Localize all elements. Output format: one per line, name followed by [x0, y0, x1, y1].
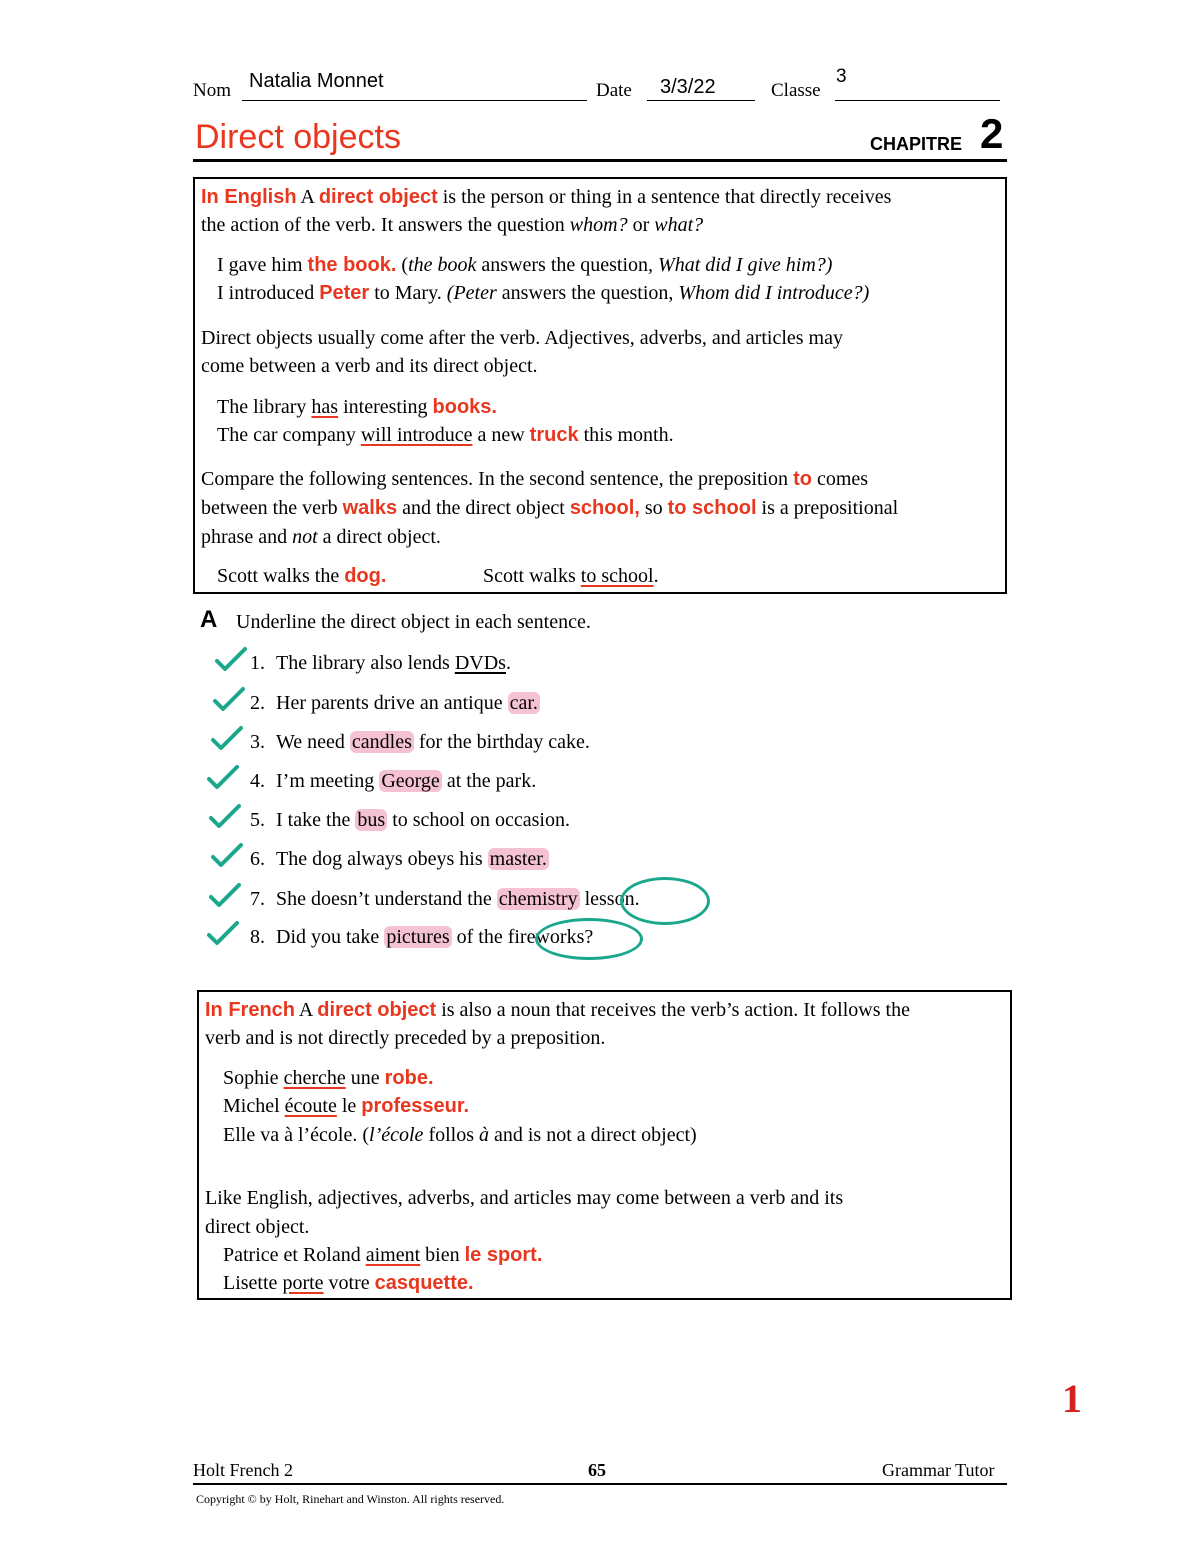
checkmark-icon — [206, 918, 240, 952]
english-example-4: The car company will introduce a new truck this month. — [217, 424, 674, 446]
highlighted-answer: car. — [509, 692, 538, 714]
checkmark-icon — [214, 644, 248, 678]
exercise-item-text: Did you take — [276, 926, 385, 948]
date-line — [647, 100, 755, 101]
chapitre-number: 2 — [980, 110, 1004, 157]
highlighted-answer: George — [381, 770, 440, 792]
french-example-3: Elle va à l’école. (l’école follos à and is not a direct object) — [223, 1124, 697, 1146]
circle-lesson-annotation — [620, 877, 710, 925]
exercise-item-number: 4. — [250, 770, 265, 792]
nom-label: Nom — [193, 80, 231, 101]
date-label: Date — [596, 80, 632, 101]
highlighted-answer: candles — [351, 731, 412, 753]
title-rule — [193, 159, 1007, 162]
footer-right: Grammar Tutor — [882, 1460, 995, 1480]
exercise-item-number: 3. — [250, 731, 265, 753]
english-example-2: I introduced Peter to Mary. (Peter answers the question, Whom did I introduce?) — [217, 282, 870, 304]
exercise-item-number: 8. — [250, 926, 265, 948]
checkmark-icon — [212, 684, 246, 718]
exercise-letter: A — [200, 606, 218, 633]
highlighted-answer: master. — [489, 848, 547, 870]
exercise-item-number: 5. — [250, 809, 265, 831]
exercise-item-text: The library also lends — [276, 652, 455, 674]
highlighted-answer: bus — [357, 809, 386, 831]
exercise-instruction: Underline the direct object in each sentence. — [236, 611, 591, 633]
exercise-item — [250, 731, 590, 754]
footer-rule — [193, 1483, 1007, 1485]
chapitre-label: CHAPITRE — [870, 134, 963, 154]
exercise-item — [250, 848, 549, 871]
exercise-item-text: I’m meeting — [276, 770, 380, 792]
nom-line — [242, 100, 587, 101]
exercise-item-text: . — [505, 652, 511, 674]
classe-line — [835, 100, 1000, 101]
exercise-item — [250, 888, 640, 911]
checkmark-icon — [206, 762, 240, 796]
exercise-item-text: to school on occasion. — [387, 809, 570, 831]
french-p1-line2: verb and is not directly preceded by a preposition. — [205, 1027, 606, 1049]
french-p2-line1: Like English, adjectives, adverbs, and articles may come between a verb and its — [205, 1187, 844, 1209]
exercise-item-text: at the park. — [441, 770, 537, 792]
exercise-item — [250, 652, 511, 675]
nom-value: Natalia Monnet — [249, 70, 384, 92]
exercise-item-text: lesson. — [579, 888, 640, 910]
french-example-4: Patrice et Roland aiment bien le sport. — [223, 1244, 543, 1266]
exercise-item-number: 6. — [250, 848, 265, 870]
classe-label: Classe — [771, 80, 821, 101]
footer-page-number: 65 — [588, 1460, 606, 1480]
exercise-item-text: of the fireworks? — [451, 926, 594, 948]
exercise-item-number: 2. — [250, 692, 265, 714]
english-example-6: Scott walks to school. — [483, 565, 659, 587]
french-example-5: Lisette porte votre casquette. — [223, 1272, 474, 1294]
exercise-item-text: The dog always obeys his — [276, 848, 488, 870]
exercise-item-text: Her parents drive an antique — [276, 692, 508, 714]
english-example-5: Scott walks the dog. — [217, 565, 387, 587]
exercise-item-text: for the birthday cake. — [413, 731, 590, 753]
exercise-item-number: 7. — [250, 888, 265, 910]
checkmark-icon — [210, 723, 244, 757]
checkmark-icon — [208, 880, 242, 914]
page-mark: 1 — [1062, 1376, 1082, 1421]
french-p2-line2: direct object. — [205, 1216, 310, 1238]
exercise-item — [250, 692, 540, 715]
exercise-item-text: She doesn’t understand the — [276, 888, 497, 910]
french-example-1: Sophie cherche une robe. — [223, 1067, 434, 1089]
english-p2-line1: Direct objects usually come after the verb. Adjectives, adverbs, and articles may — [201, 327, 843, 349]
exercise-item — [250, 809, 570, 832]
exercise-item-number: 1. — [250, 652, 265, 674]
checkmark-icon — [208, 801, 242, 835]
english-p3-line3: phrase and not a direct object. — [201, 526, 441, 548]
french-example-2: Michel écoute le professeur. — [223, 1095, 470, 1117]
english-example-3: The library has interesting books. — [217, 396, 497, 418]
date-value: 3/3/22 — [660, 76, 716, 98]
exercise-item-text: I take the — [276, 809, 356, 831]
highlighted-answer: chemistry — [498, 888, 578, 910]
page-title: Direct objects — [195, 118, 401, 156]
english-p2-line2: come between a verb and its direct object. — [201, 355, 538, 377]
exercise-item — [250, 770, 536, 793]
checkmark-icon — [210, 840, 244, 874]
french-p1-line1: In French A direct object is also a noun that receives the verb’s action. It follows the — [205, 999, 910, 1021]
highlighted-answer: pictures — [386, 926, 450, 948]
english-p1-line1: In English A direct object is the person or thing in a sentence that directly receives — [201, 186, 892, 208]
english-p3-line1: Compare the following sentences. In the second sentence, the preposition to comes — [201, 468, 869, 490]
english-p1-line2: the action of the verb. It answers the question whom? or what? — [201, 214, 704, 236]
english-example-1: I gave him the book. (the book answers the question, What did I give him?) — [217, 254, 833, 276]
copyright: Copyright © by Holt, Rinehart and Winston. All rights reserved. — [196, 1492, 505, 1506]
classe-value: 3 — [836, 66, 847, 87]
exercise-item-text: We need — [276, 731, 350, 753]
footer-left: Holt French 2 — [193, 1460, 293, 1480]
highlighted-answer: DVDs — [454, 652, 506, 674]
english-p3-line2: between the verb walks and the direct object school, so to school is a prepositional — [201, 497, 899, 519]
circle-fireworks-annotation — [535, 918, 643, 960]
